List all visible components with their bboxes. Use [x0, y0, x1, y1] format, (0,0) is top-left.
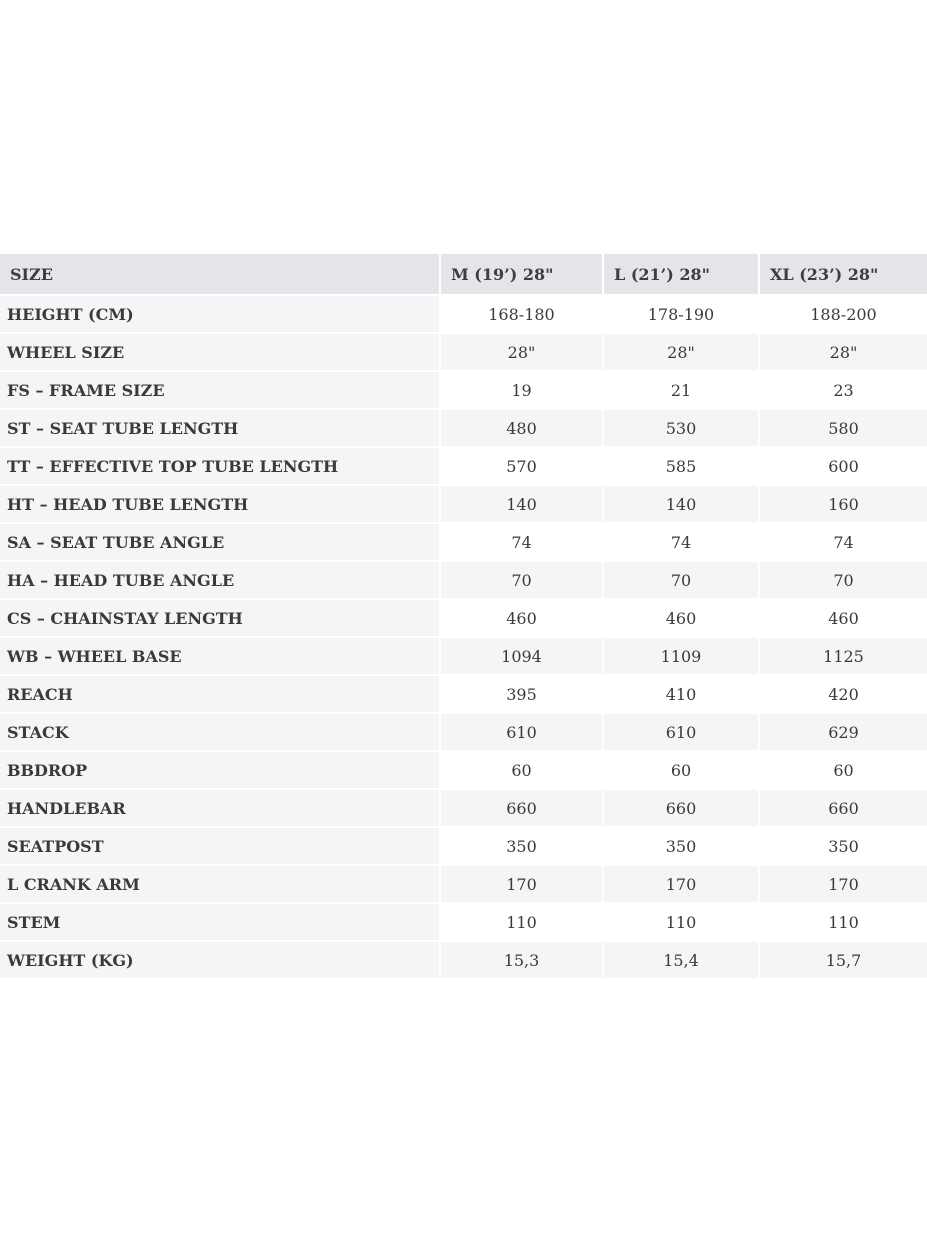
table-header — [0, 254, 927, 296]
row-value: 570 — [441, 448, 604, 486]
table-row — [0, 524, 927, 562]
table-row — [0, 828, 927, 866]
row-label: SEATPOST — [0, 828, 441, 866]
row-value: 74 — [441, 524, 604, 562]
row-value: 170 — [760, 866, 927, 904]
row-value: 660 — [604, 790, 760, 828]
row-value: 585 — [604, 448, 760, 486]
table-row — [0, 562, 927, 600]
row-value: 74 — [604, 524, 760, 562]
row-value: 580 — [760, 410, 927, 448]
row-value: 60 — [604, 752, 760, 790]
row-value: 660 — [441, 790, 604, 828]
table-row — [0, 790, 927, 828]
row-value: 610 — [441, 714, 604, 752]
row-value: 460 — [760, 600, 927, 638]
row-value: 600 — [760, 448, 927, 486]
row-label: WHEEL SIZE — [0, 334, 441, 372]
table-row — [0, 866, 927, 904]
row-value: 140 — [441, 486, 604, 524]
row-label: L CRANK ARM — [0, 866, 441, 904]
row-label: WB – WHEEL BASE — [0, 638, 441, 676]
table-row — [0, 942, 927, 980]
row-label: STEM — [0, 904, 441, 942]
row-value: 350 — [604, 828, 760, 866]
row-value: 660 — [760, 790, 927, 828]
row-value: 460 — [604, 600, 760, 638]
header-size-label: SIZE — [0, 254, 441, 296]
row-value: 410 — [604, 676, 760, 714]
row-label: HT – HEAD TUBE LENGTH — [0, 486, 441, 524]
row-value: 350 — [441, 828, 604, 866]
row-value: 420 — [760, 676, 927, 714]
row-value: 110 — [604, 904, 760, 942]
row-label: FS – FRAME SIZE — [0, 372, 441, 410]
row-label: ST – SEAT TUBE LENGTH — [0, 410, 441, 448]
row-value: 1109 — [604, 638, 760, 676]
table-row — [0, 638, 927, 676]
row-value: 610 — [604, 714, 760, 752]
row-value: 395 — [441, 676, 604, 714]
row-value: 168-180 — [441, 296, 604, 334]
row-value: 15,7 — [760, 942, 927, 980]
row-value: 60 — [441, 752, 604, 790]
table-row — [0, 448, 927, 486]
geometry-table — [0, 254, 927, 980]
row-value: 110 — [441, 904, 604, 942]
table-body — [0, 296, 927, 980]
row-value: 1094 — [441, 638, 604, 676]
header-size-m: M (19’) 28" — [441, 254, 604, 296]
row-label: SA – SEAT TUBE ANGLE — [0, 524, 441, 562]
row-label: HA – HEAD TUBE ANGLE — [0, 562, 441, 600]
header-size-xl: XL (23’) 28" — [760, 254, 927, 296]
row-value: 460 — [441, 600, 604, 638]
row-label: WEIGHT (KG) — [0, 942, 441, 980]
row-value: 480 — [441, 410, 604, 448]
row-value: 70 — [441, 562, 604, 600]
row-value: 140 — [604, 486, 760, 524]
table-row — [0, 372, 927, 410]
row-value: 15,4 — [604, 942, 760, 980]
row-value: 28" — [760, 334, 927, 372]
table-row — [0, 296, 927, 334]
row-value: 188-200 — [760, 296, 927, 334]
row-value: 160 — [760, 486, 927, 524]
row-value: 178-190 — [604, 296, 760, 334]
row-label: REACH — [0, 676, 441, 714]
row-label: TT – EFFECTIVE TOP TUBE LENGTH — [0, 448, 441, 486]
row-value: 70 — [760, 562, 927, 600]
row-label: HANDLEBAR — [0, 790, 441, 828]
row-value: 70 — [604, 562, 760, 600]
table-row — [0, 904, 927, 942]
row-label: STACK — [0, 714, 441, 752]
row-value: 74 — [760, 524, 927, 562]
row-label: BBDROP — [0, 752, 441, 790]
row-value: 350 — [760, 828, 927, 866]
row-value: 23 — [760, 372, 927, 410]
header-row — [0, 254, 927, 296]
row-label: CS – CHAINSTAY LENGTH — [0, 600, 441, 638]
row-value: 19 — [441, 372, 604, 410]
table-row — [0, 410, 927, 448]
row-value: 110 — [760, 904, 927, 942]
table-row — [0, 334, 927, 372]
row-value: 60 — [760, 752, 927, 790]
table-row — [0, 714, 927, 752]
row-value: 15,3 — [441, 942, 604, 980]
row-value: 1125 — [760, 638, 927, 676]
row-label: HEIGHT (CM) — [0, 296, 441, 334]
table-row — [0, 752, 927, 790]
table-row — [0, 676, 927, 714]
row-value: 530 — [604, 410, 760, 448]
row-value: 28" — [441, 334, 604, 372]
table-row — [0, 486, 927, 524]
row-value: 170 — [441, 866, 604, 904]
row-value: 170 — [604, 866, 760, 904]
row-value: 629 — [760, 714, 927, 752]
row-value: 21 — [604, 372, 760, 410]
header-size-l: L (21’) 28" — [604, 254, 760, 296]
table-row — [0, 600, 927, 638]
row-value: 28" — [604, 334, 760, 372]
